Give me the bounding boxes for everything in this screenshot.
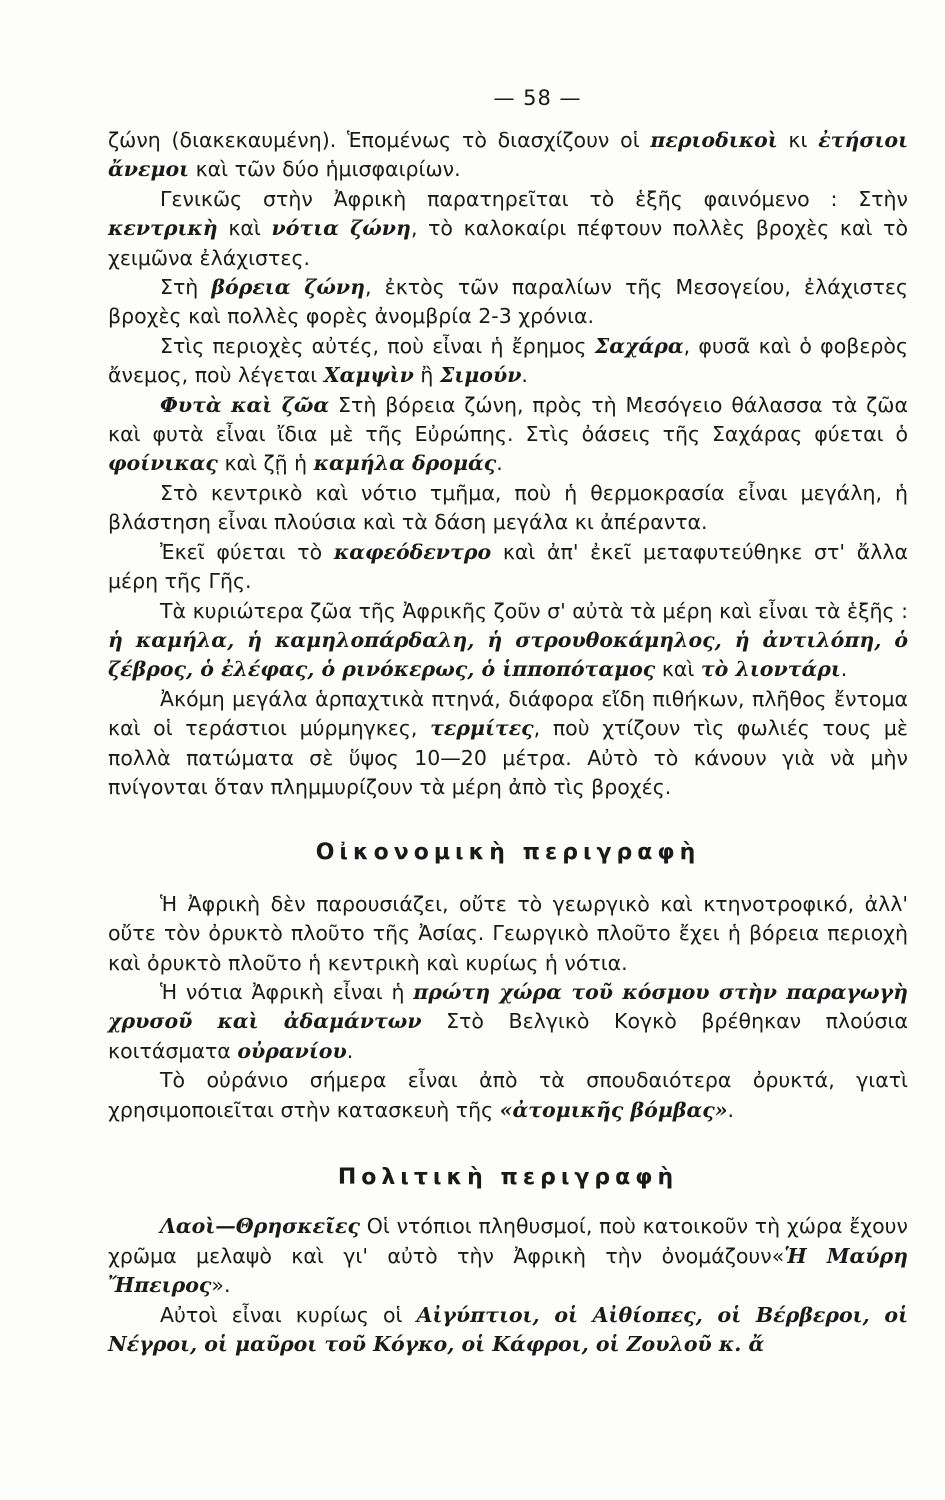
emphasis-term: Λαοὶ—Θρησκεῖες	[160, 1214, 360, 1239]
paragraph-animals	[108, 597, 908, 685]
text-run: καὶ τῶν δύο ἡμισφαιρίων.	[189, 157, 461, 182]
text-run: .	[496, 451, 503, 476]
emphasis-term: νότια ζώνη	[271, 216, 411, 241]
paragraph-peoples-list	[108, 1301, 908, 1360]
emphasis-term: Φυτὰ καὶ ζῶα	[160, 392, 330, 417]
heading-economic-description: Οἰκονομικὴ περιγραφὴ	[315, 840, 701, 866]
page-number: — 58 —	[493, 86, 582, 110]
text-run: καὶ	[655, 657, 701, 682]
emphasis-term: καμήλα δρομάς	[313, 451, 497, 476]
emphasis-term: τερμίτες	[430, 716, 534, 741]
emphasis-term: τὸ λιοντάρι	[700, 657, 841, 682]
paragraph-climate-intro	[108, 126, 908, 185]
text-run: Γενικῶς στὴν Ἀφρικὴ παρατηρεῖται τὸ ἑξῆς φαινόμενο : Στὴν	[160, 186, 908, 211]
text-run: , ποὺ χτίζουν τὶς φωλιές τους μὲ πολλὰ πατώματα σὲ ὕψος 10—20 μέτρα. Αὐτὸ τὸ κάνουν γιὰ νὰ μὴν πνίγονται ὅταν πλημμυρίζουν τὰ μέρη ἀπὸ τὶς βροχές.	[108, 716, 908, 799]
page-content	[108, 126, 908, 1359]
text-run: καὶ ἀπ' ἐκεῖ μεταφυτεύθηκε στ' ἄλλα μέρη τῆς Γῆς.	[108, 539, 908, 594]
emphasis-term: Σιμούν	[439, 363, 522, 388]
emphasis-term: Σαχάρα	[594, 333, 684, 358]
paragraph-vegetation: Στὸ κεντρικὸ καὶ νότιο τμῆμα, ποὺ ἡ θερμοκρασία εἶναι μεγάλη, ἡ βλάστηση εἶναι πλούσια καὶ τὰ δάση μεγάλα κι ἀπέραντα.	[108, 480, 908, 535]
emphasis-term: οὐρανίου	[237, 1038, 347, 1063]
paragraph-termites	[108, 685, 908, 803]
emphasis-term: περιοδικοὶ	[650, 128, 778, 152]
paragraph-uranium	[108, 1066, 908, 1125]
emphasis-term: Ἡ Μαύρη Ἤπειρος	[108, 1243, 908, 1298]
text-run: Στὶς περιοχὲς αὐτές, ποὺ εἶναι ἡ ἔρημος	[160, 333, 595, 358]
emphasis-term: πρώτη χώρα τοῦ κόσμου στὴν παραγωγὴ χρυσοῦ καὶ ἀδαμάντων	[108, 979, 908, 1034]
heading-political-description: Πολιτικὴ περιγραφὴ	[337, 1165, 679, 1190]
emphasis-term: «ἀτομικῆς βόμβας»	[499, 1097, 728, 1122]
text-run: , ἐκτὸς τῶν παραλίων τῆς Μεσογείου, ἐλάχιστες βροχὲς καὶ πολλὲς φορὲς ἀνομβρία 2-3 χρόνια.	[108, 275, 908, 329]
emphasis-term: Αἰγύπτιοι, οἱ Αἰθίοπες, οἱ Βέρβεροι, οἱ Νέγροι, οἱ μαῦροι τοῦ Κόγκο, οἱ Κάφροι, οἱ Ζουλοῦ κ. ἄ	[108, 1302, 908, 1357]
paragraph-peoples	[108, 1212, 908, 1300]
paragraph-flora-fauna	[108, 391, 908, 479]
text-run: καὶ ζῇ ἡ	[217, 451, 314, 476]
text-run: Τὸ οὐράνιο σήμερα εἶναι ἀπὸ τὰ σπουδαιότερα ὀρυκτά, γιατὶ χρησιμοποιεῖται στὴν κατασκευὴ τῆς	[108, 1068, 908, 1122]
text-run: , τὸ καλοκαίρι πέφτουν πολλὲς βροχὲς καὶ τὸ χειμῶνα ἐλάχιστες.	[108, 216, 908, 270]
text-run: .	[727, 1097, 735, 1122]
text-run: Ἡ νότια Ἀφρικὴ εἶναι ἡ	[160, 979, 414, 1004]
paragraph-gold-diamonds	[108, 978, 908, 1066]
text-run: ἢ	[413, 363, 440, 388]
text-run: Στὴ	[160, 275, 212, 300]
text-run: , φυσᾶ καὶ ὁ φοβερὸς ἄνεμος, ποὺ λέγεται	[108, 333, 908, 388]
emphasis-term: φοίνικας	[108, 451, 218, 476]
text-run: .	[346, 1038, 354, 1063]
text-run: Ἀκόμη μεγάλα ἁρπαχτικὰ πτηνά, διάφορα εἴδη πιθήκων, πλῆθος ἔντομα καὶ οἱ τεράστιοι μύρμηγκες,	[108, 686, 908, 741]
text-run: κι	[777, 128, 819, 152]
emphasis-term: Χαμψὶν	[323, 363, 414, 388]
emphasis-term: ἐτήσιοι ἄνεμοι	[108, 128, 908, 182]
text-run: Οἱ ντόπιοι πληθυσμοί, ποὺ κατοικοῦν τὴ χώρα ἔχουν χρῶμα μελαψὸ καὶ γι' αὐτὸ τὴν Ἀφρικὴ τὴν ὀνομάζουν«	[108, 1214, 908, 1268]
text-run: καὶ	[217, 216, 272, 241]
text-run: Τὰ κυριώτερα ζῶα τῆς Ἀφρικῆς ζοῦν σ' αὐτὰ τὰ μέρη καὶ εἶναι τὰ ἑξῆς :	[160, 598, 908, 623]
paragraph-sahara	[108, 332, 908, 391]
paragraph-rain-north	[108, 273, 908, 332]
paragraph-coffee	[108, 538, 908, 597]
paragraph-economy-intro: Ἡ Ἀφρικὴ δὲν παρουσιάζει, οὔτε τὸ γεωργικὸ καὶ κτηνοτροφικό, ἀλλ' οὔτε τὸν ὀρυκτὸ πλοῦτο τῆς Ἀσίας. Γεωργικὸ πλοῦτο ἔχει ἡ βόρεια περιοχὴ καὶ ὀρυκτὸ πλοῦτο ἡ κεντρικὴ καὶ κυρίως ἡ νότια.	[108, 891, 908, 975]
text-run: Ἐκεῖ φύεται τὸ	[160, 539, 334, 564]
text-run: .	[840, 657, 848, 682]
text-run: Στὸ Βελγικὸ Κογκὸ βρέθηκαν πλούσια κοιτάσματα	[108, 1009, 908, 1063]
text-run: .	[521, 363, 528, 388]
emphasis-term: κεντρικὴ	[108, 216, 218, 241]
emphasis-term: βόρεια ζώνη	[211, 275, 366, 300]
paragraph-rain-central	[108, 185, 908, 273]
emphasis-term: ἡ καμήλα, ἡ καμηλοπάρδαλη, ἡ στρουθοκάμηλος, ἡ ἀντιλόπη, ὁ ζέβρος, ὁ ἐλέφας, ὁ ρινόκερως, ὁ ἱπποπόταμος	[108, 627, 908, 682]
emphasis-term: καφεόδεντρο	[333, 539, 492, 564]
text-run: Στὴ βόρεια ζώνη, πρὸς τὴ Μεσόγειο θάλασσα τὰ ζῶα καὶ φυτὰ εἶναι ἴδια μὲ τῆς Εὐρώπης. Στὶς ὀάσεις τῆς Σαχάρας φύεται ὁ	[108, 392, 908, 447]
text-run: Αὐτοὶ εἶναι κυρίως οἱ	[160, 1302, 417, 1327]
text-run: ».	[211, 1273, 231, 1298]
text-run: ζώνη (διακεκαυμένη). Ἑπομένως τὸ διασχίζουν οἱ	[108, 128, 651, 152]
